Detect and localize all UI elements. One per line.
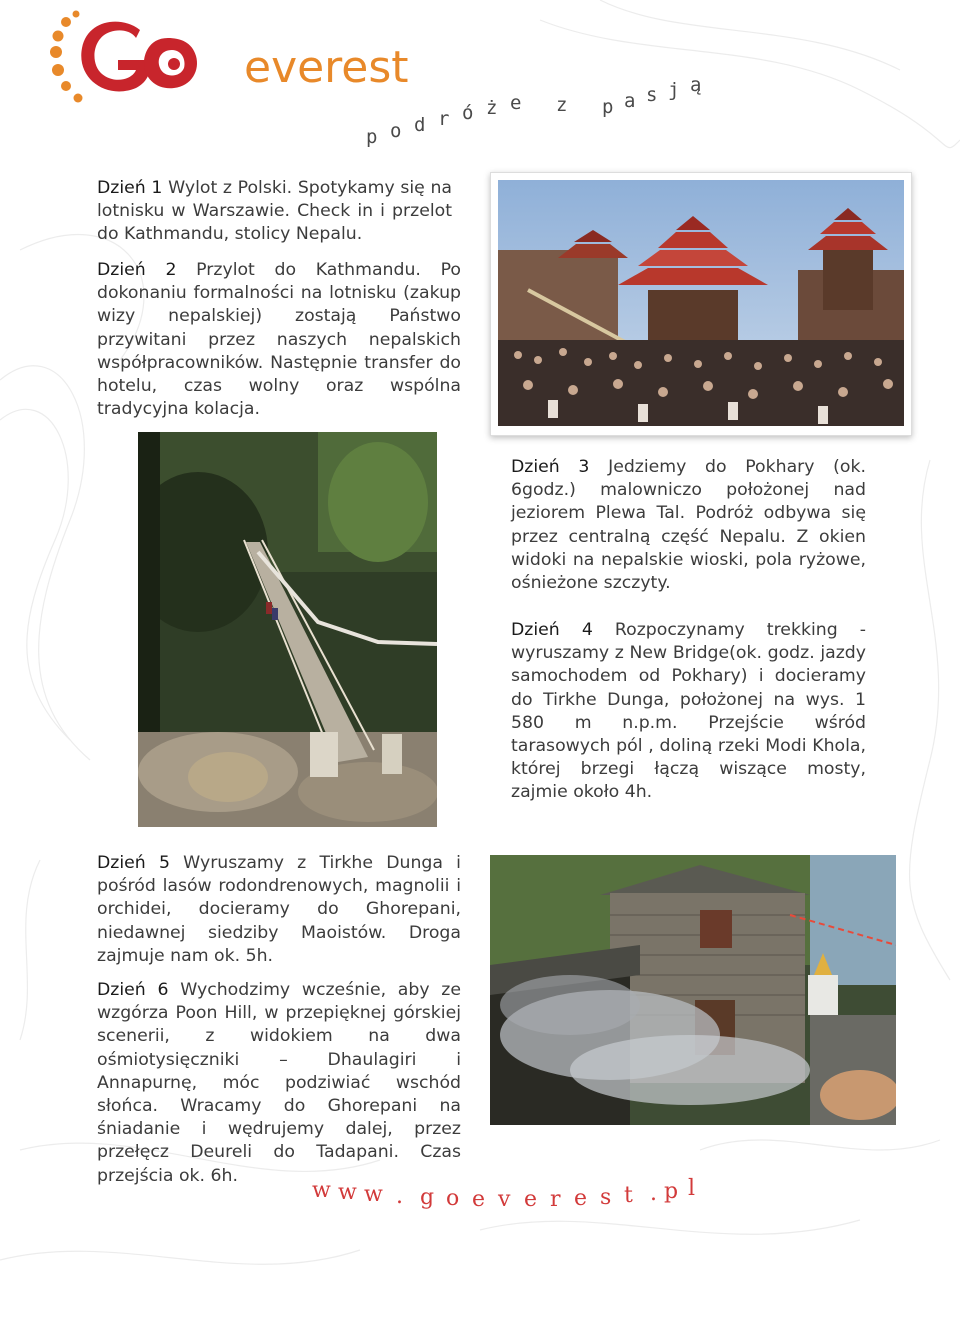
day-1-paragraph [97, 177, 452, 247]
url-char: l [688, 1176, 696, 1201]
slogan-char: p [366, 126, 378, 148]
slogan-char: d [414, 114, 426, 136]
website-url[interactable] [312, 1176, 712, 1216]
day-label: Dzień 5 [97, 853, 170, 873]
day-text: Jedziemy do Pokhary (ok. 6godz.) malowniczo położonej nad jeziorem Plewa Tal. Podróż odbywa się przez centralną część Nepalu. Z okien widoki na nepalskie wioski, pola ryżowe, ośnieżone szczyty. [511, 457, 866, 594]
brand-name: everest [244, 42, 409, 93]
day-label: Dzień 4 [511, 620, 593, 640]
slogan-char: s [646, 84, 658, 106]
url-char: e [472, 1187, 486, 1212]
slogan-char: p [602, 96, 614, 118]
slogan-char: o [390, 120, 402, 142]
day-label: Dzień 3 [511, 457, 590, 477]
slogan-char: r [438, 108, 450, 130]
slogan-char: ż [486, 97, 498, 119]
day-text: Rozpoczynamy trekking - wyruszamy z New Bridge(ok. godz. jazdy samochodem od Pokhary) i docieramy do Tirkhe Dunga, położonej na wys. 1 580 m n.p.m. Przejście wśród tarasowych pól , doliną rzeki Modi Khola, której brzegi łączą wiszące mosty, zajmie około 4h. [511, 620, 866, 803]
url-char: . [650, 1181, 657, 1206]
url-char: p [664, 1179, 679, 1204]
day-text: Przylot do Kathmandu. Po dokonaniu formalności na lotnisku (zakup wizy nepalskiej) zostają Państwo przywitani przez naszych nepalskich współpracowników. Następnie transfer do hotelu, czas wolny oraz wspólna tradycyjna kolacja. [97, 260, 461, 420]
suspension-bridge-photo [138, 432, 437, 827]
slogan-char: j [668, 79, 680, 101]
url-char: . [396, 1184, 403, 1209]
slogan-char: a [624, 90, 636, 112]
day-text: Wychodzimy wcześnie, aby ze wzgórza Poon Hill, w przepięknej górskiej scenerii, z widokiem na dwa ośmiotysięczniki – Dhaulagiri i Annapurnę, móc podziwiać wschód słońca. Wracamy do Ghorepani na śniadanie i wędrujemy dalej, przez przełęcz Deureli do Tadapani. Czas przejścia ok. 6h. [97, 980, 461, 1186]
day-5-paragraph [97, 852, 461, 968]
day-label: Dzień 6 [97, 980, 169, 1000]
url-char: w [312, 1178, 331, 1203]
day-6-paragraph [97, 979, 461, 1188]
url-char: g [420, 1185, 435, 1210]
slogan [360, 74, 710, 150]
url-char: w [364, 1182, 383, 1207]
url-char: e [524, 1187, 538, 1212]
day-4-paragraph [511, 619, 866, 805]
slogan-char: ó [462, 102, 474, 124]
url-char: v [498, 1187, 511, 1212]
url-char: e [574, 1186, 588, 1211]
slogan-char: z [556, 94, 568, 116]
day-3-paragraph [511, 456, 866, 595]
url-char: r [550, 1187, 561, 1212]
go-everest-logo[interactable] [48, 8, 409, 108]
day-2-paragraph [97, 259, 461, 421]
url-char: o [446, 1186, 460, 1211]
slogan-char: e [510, 92, 522, 114]
day-label: Dzień 2 [97, 260, 177, 280]
village-house-photo [490, 855, 896, 1125]
day-label: Dzień 1 [97, 178, 163, 198]
url-char: w [338, 1180, 357, 1205]
slogan-char: ą [690, 74, 702, 96]
kathmandu-temple-photo [490, 172, 912, 436]
url-char: s [600, 1185, 612, 1210]
day-text: Wyruszamy z Tirkhe Dunga i pośród lasów rodondrenowych, magnolii i orchidei, docieramy do Ghorepani, niedawnej siedziby Maoistów. Droga zajmuje nam ok. 5h. [97, 853, 461, 966]
url-char: t [624, 1183, 633, 1208]
go-logo-mark [48, 8, 218, 108]
day-text: Wylot z Polski. Spotykamy się na lotnisku w Warszawie. Check in i przelot do Kathmandu, stolicy Nepalu. [97, 178, 452, 245]
